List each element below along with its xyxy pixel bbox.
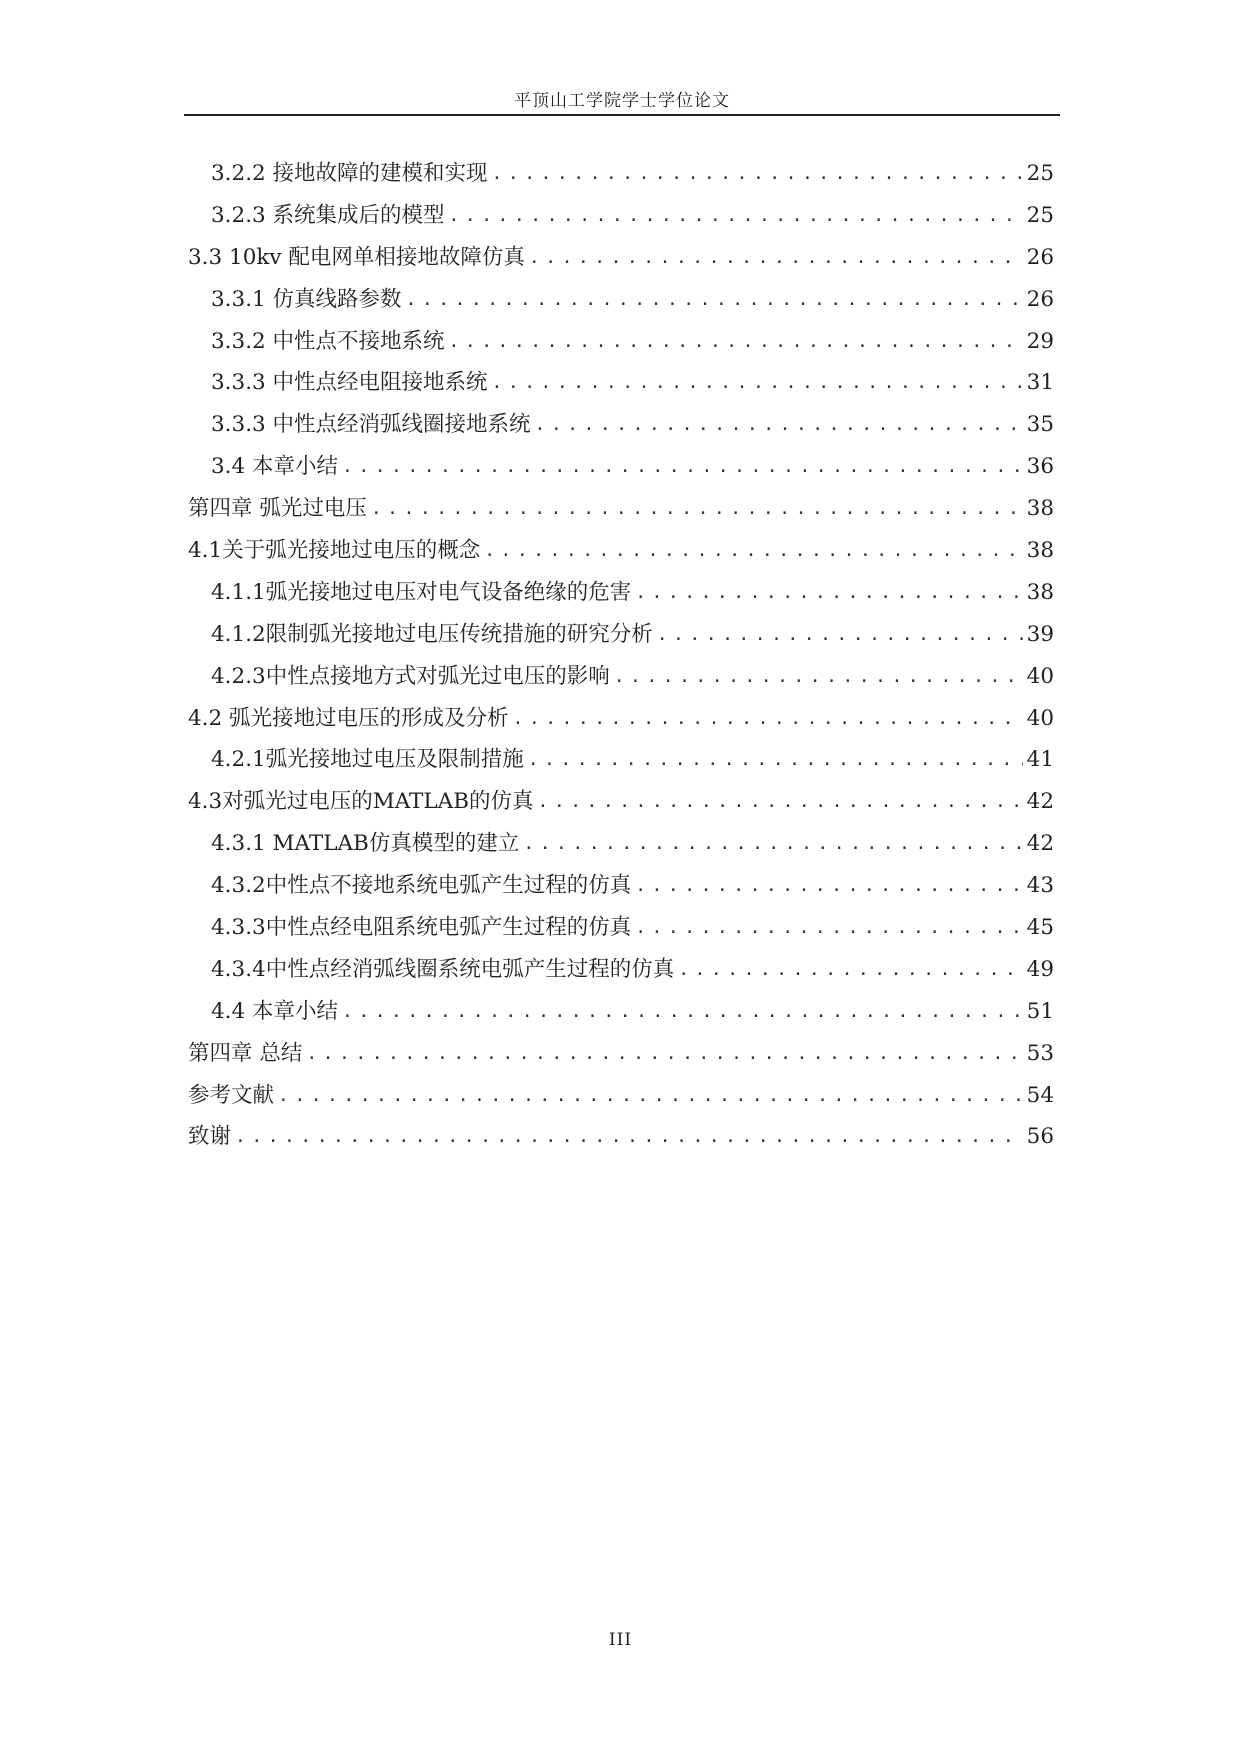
toc-entry-page: 35 bbox=[1026, 412, 1054, 438]
toc-leader-dots bbox=[492, 369, 1023, 397]
toc-leader-dots bbox=[529, 244, 1023, 272]
toc-entry-title: 3.2.3 系统集成后的模型 bbox=[211, 202, 445, 228]
toc-entry[interactable] bbox=[188, 914, 1054, 956]
toc-entry-page: 25 bbox=[1026, 202, 1054, 228]
toc-entry[interactable] bbox=[188, 998, 1054, 1040]
toc-entry-title: 3.3.3 中性点经消弧线圈接地系统 bbox=[211, 412, 531, 438]
toc-entry[interactable] bbox=[188, 286, 1054, 328]
toc-entry[interactable] bbox=[188, 872, 1054, 914]
toc-leader-dots bbox=[306, 1040, 1022, 1068]
toc-entry[interactable] bbox=[188, 956, 1054, 998]
toc-leader-dots bbox=[535, 411, 1023, 439]
toc-entry[interactable] bbox=[188, 663, 1054, 705]
toc-entry-title: 致谢 bbox=[188, 1124, 232, 1150]
toc-entry-page: 40 bbox=[1026, 705, 1054, 731]
toc-entry-page: 42 bbox=[1026, 831, 1054, 857]
toc-entry[interactable] bbox=[188, 705, 1054, 747]
toc-leader-dots bbox=[492, 160, 1023, 188]
toc-entry-page: 54 bbox=[1026, 1082, 1054, 1108]
header-rule bbox=[184, 114, 1060, 116]
toc-entry-page: 38 bbox=[1026, 496, 1054, 522]
toc-entry-title: 4.4 本章小结 bbox=[211, 998, 339, 1024]
toc-entry-title: 3.3.1 仿真线路参数 bbox=[211, 286, 402, 312]
toc-leader-dots bbox=[657, 621, 1023, 649]
toc-entry-page: 26 bbox=[1026, 286, 1054, 312]
toc-entry-title: 4.1.2限制弧光接地过电压传统措施的研究分析 bbox=[211, 621, 653, 647]
toc-leader-dots bbox=[523, 830, 1022, 858]
toc-entry-page: 29 bbox=[1026, 328, 1054, 354]
toc-entry[interactable] bbox=[188, 411, 1054, 453]
toc-entry-page: 42 bbox=[1026, 789, 1054, 815]
toc-entry-title: 3.3.3 中性点经电阻接地系统 bbox=[211, 370, 488, 396]
toc-leader-dots bbox=[449, 328, 1023, 356]
toc-entry-page: 39 bbox=[1026, 621, 1054, 647]
toc-entry-title: 3.3 10kv 配电网单相接地故障仿真 bbox=[188, 244, 525, 270]
toc-leader-dots bbox=[278, 1082, 1023, 1110]
toc-entry-title: 4.2.3中性点接地方式对弧光过电压的影响 bbox=[211, 663, 610, 689]
toc-entry-title: 3.4 本章小结 bbox=[211, 454, 339, 480]
toc-entry[interactable] bbox=[188, 202, 1054, 244]
toc-entry[interactable] bbox=[188, 579, 1054, 621]
toc-entry-page: 25 bbox=[1026, 161, 1054, 186]
toc-entry-page: 45 bbox=[1026, 915, 1054, 941]
toc-entry[interactable] bbox=[188, 830, 1054, 872]
toc-entry-title: 3.3.2 中性点不接地系统 bbox=[211, 328, 445, 354]
toc-entry[interactable] bbox=[188, 244, 1054, 286]
toc-leader-dots bbox=[538, 788, 1023, 816]
toc-entry-page: 36 bbox=[1026, 454, 1054, 480]
toc-entry-title: 4.3对弧光过电压的MATLAB的仿真 bbox=[188, 789, 534, 815]
toc-leader-dots bbox=[406, 286, 1023, 314]
toc-leader-dots bbox=[678, 956, 1022, 984]
toc-entry-title: 4.3.2中性点不接地系统电弧产生过程的仿真 bbox=[211, 873, 632, 899]
toc-entry-page: 41 bbox=[1026, 747, 1054, 773]
toc-leader-dots bbox=[371, 495, 1023, 523]
table-of-contents bbox=[188, 160, 1054, 1165]
toc-entry-title: 4.3.4中性点经消弧线圈系统电弧产生过程的仿真 bbox=[211, 956, 675, 982]
toc-entry-title: 4.1关于弧光接地过电压的概念 bbox=[188, 538, 481, 564]
toc-entry-page: 51 bbox=[1026, 998, 1054, 1024]
running-header: 平顶山工学院学士学位论文 bbox=[514, 91, 730, 111]
toc-leader-dots bbox=[614, 663, 1023, 691]
toc-entry-page: 38 bbox=[1026, 538, 1054, 564]
toc-entry-page: 49 bbox=[1026, 956, 1054, 982]
toc-leader-dots bbox=[528, 746, 1023, 774]
toc-entry-title: 4.2.1弧光接地过电压及限制措施 bbox=[211, 747, 524, 773]
toc-entry-page: 43 bbox=[1026, 873, 1054, 899]
toc-entry-page: 40 bbox=[1026, 663, 1054, 689]
toc-entry[interactable] bbox=[188, 495, 1054, 537]
toc-entry[interactable] bbox=[188, 328, 1054, 370]
toc-entry-title: 第四章 总结 bbox=[188, 1040, 303, 1066]
toc-leader-dots bbox=[235, 1123, 1023, 1151]
toc-entry-title: 4.3.1 MATLAB仿真模型的建立 bbox=[211, 831, 520, 857]
toc-leader-dots bbox=[635, 914, 1022, 942]
toc-entry-title: 4.1.1弧光接地过电压对电气设备绝缘的危害 bbox=[211, 579, 632, 605]
toc-entry-title: 4.3.3中性点经电阻系统电弧产生过程的仿真 bbox=[211, 915, 632, 941]
toc-entry[interactable] bbox=[188, 453, 1054, 495]
toc-entry-title: 3.2.2 接地故障的建模和实现 bbox=[211, 161, 488, 186]
toc-entry[interactable] bbox=[188, 1123, 1054, 1165]
toc-entry-page: 26 bbox=[1026, 244, 1054, 270]
toc-leader-dots bbox=[513, 705, 1023, 733]
toc-entry[interactable] bbox=[188, 788, 1054, 830]
toc-entry-title: 4.2 弧光接地过电压的形成及分析 bbox=[188, 705, 509, 731]
toc-leader-dots bbox=[342, 453, 1023, 481]
toc-entry[interactable] bbox=[188, 746, 1054, 788]
toc-entry[interactable] bbox=[188, 1082, 1054, 1124]
toc-entry[interactable] bbox=[188, 160, 1054, 202]
toc-leader-dots bbox=[449, 202, 1023, 230]
toc-leader-dots bbox=[635, 872, 1022, 900]
toc-leader-dots bbox=[342, 998, 1023, 1026]
toc-entry-page: 31 bbox=[1026, 370, 1054, 396]
toc-entry-page: 56 bbox=[1026, 1124, 1054, 1150]
toc-entry[interactable] bbox=[188, 537, 1054, 579]
toc-entry-title: 参考文献 bbox=[188, 1082, 275, 1108]
toc-entry[interactable] bbox=[188, 1040, 1054, 1082]
toc-entry-page: 38 bbox=[1026, 579, 1054, 605]
toc-entry-page: 53 bbox=[1026, 1040, 1054, 1066]
toc-entry[interactable] bbox=[188, 621, 1054, 663]
toc-entry-title: 第四章 弧光过电压 bbox=[188, 496, 367, 522]
toc-leader-dots bbox=[635, 579, 1022, 607]
page-number: III bbox=[608, 1630, 633, 1650]
toc-leader-dots bbox=[484, 537, 1022, 565]
toc-entry[interactable] bbox=[188, 369, 1054, 411]
